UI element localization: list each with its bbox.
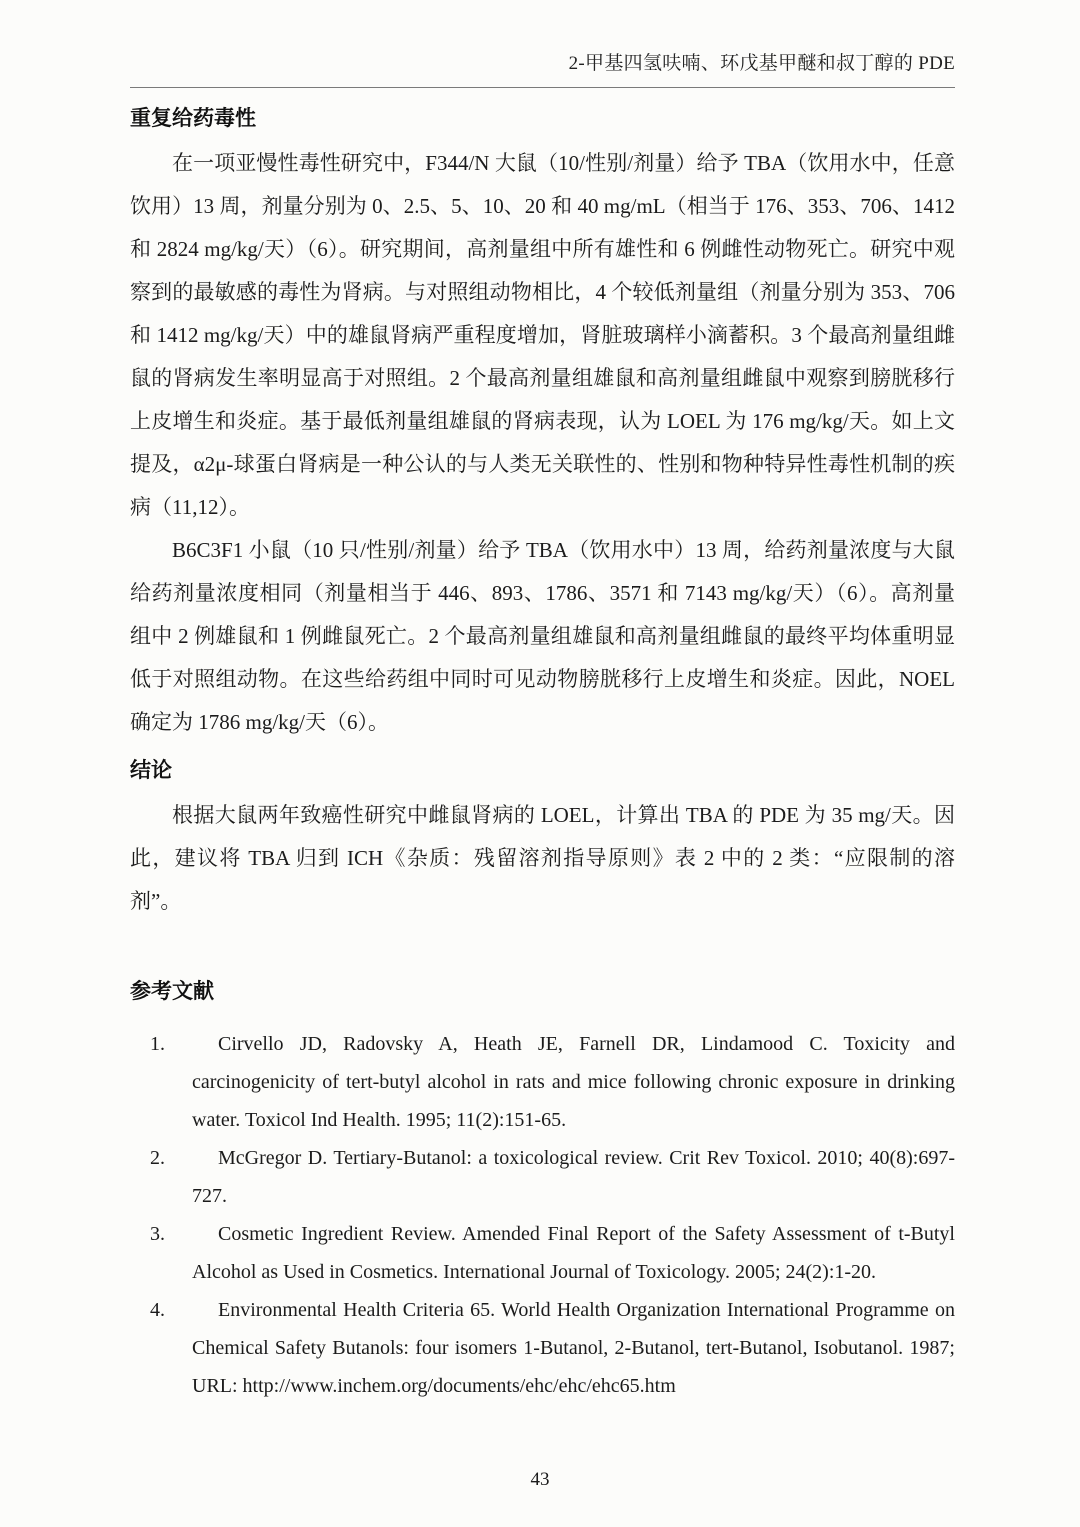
reference-item-1 [130,1025,955,1139]
reference-text-2: McGregor D. Tertiary-Butanol: a toxicological review. Crit Rev Toxicol. 2010; 40(8):697-727. [192,1147,955,1207]
reference-text-4: Environmental Health Criteria 65. World Health Organization International Programme on Chemical Safety Butanols: four isomers 1-Butanol, 2-Butanol, tert-Butanol, Isobutanol. 1987; URL: http://www.inchem.org/documents/ehc/ehc/ehc65.htm [192,1299,955,1397]
reference-item-2 [130,1139,955,1215]
section-heading-references: 参考文献 [130,979,214,1003]
reference-text-1: Cirvello JD, Radovsky A, Heath JE, Farnell DR, Lindamood C. Toxicity and carcinogenicity of tert-butyl alcohol in rats and mice following chronic exposure in drinking water. Toxicol Ind Health. 1995; 11(2):151-65. [192,1033,955,1131]
paragraph-mouse-study: B6C3F1 小鼠（10 只/性别/剂量）给予 TBA（饮用水中）13 周，给药剂量浓度与大鼠给药剂量浓度相同（剂量相当于 446、893、1786、3571 和 7143 mg/kg/天）（6）。高剂量组中 2 例雄鼠和 1 例雌鼠死亡。2 个最高剂量组雄鼠和高剂量组雌鼠的最终平均体重明显低于对照组动物。在这些给药组中同时可见动物膀胱移行上皮增生和炎症。因此，NOEL 确定为 1786 mg/kg/天（6）。 [130,538,955,734]
reference-item-4 [130,1291,955,1405]
reference-list [130,1025,955,1405]
reference-number-4: 4. [150,1299,165,1321]
page-header [130,50,955,88]
paragraph-conclusion: 根据大鼠两年致癌性研究中雌鼠肾病的 LOEL，计算出 TBA 的 PDE 为 35 mg/天。因此，建议将 TBA 归到 ICH《杂质：残留溶剂指导原则》表 2 中的 2 类：“应限制的溶剂”。 [130,803,955,913]
page-body [130,102,955,1405]
reference-number-2: 2. [150,1147,165,1169]
page-footer [0,1469,1080,1491]
reference-number-3: 3. [150,1223,165,1245]
paragraph-rat-study: 在一项亚慢性毒性研究中，F344/N 大鼠（10/性别/剂量）给予 TBA（饮用水中，任意饮用）13 周，剂量分别为 0、2.5、5、10、20 和 40 mg/mL（相当于 176、353、706、1412 和 2824 mg/kg/天）（6）。研究期间，高剂量组中所有雄性和 6 例雌性动物死亡。研究中观察到的最敏感的毒性为肾病。与对照组动物相比，4 个较低剂量组（剂量分别为 353、706 和 1412 mg/kg/天）中的雄鼠肾病严重程度增加，肾脏玻璃样小滴蓄积。3 个最高剂量组雌鼠的肾病发生率明显高于对照组。2 个最高剂量组雄鼠和高剂量组雌鼠中观察到膀胱移行上皮增生和炎症。基于最低剂量组雄鼠的肾病表现，认为 LOEL 为 176 mg/kg/天。如上文提及，α2μ-球蛋白肾病是一种公认的与人类无关联性的、性别和物种特异性毒性机制的疾病（11,12）。 [130,151,955,519]
reference-item-3 [130,1215,955,1291]
section-heading-conclusion: 结论 [130,758,172,782]
reference-text-3: Cosmetic Ingredient Review. Amended Final Report of the Safety Assessment of t-Butyl Alcohol as Used in Cosmetics. International Journal of Toxicology. 2005; 24(2):1-20. [192,1223,955,1283]
running-head-title: 2-甲基四氢呋喃、环戊基甲醚和叔丁醇的 PDE [130,50,955,88]
section-heading-repeated-dose-toxicity: 重复给药毒性 [130,106,256,130]
page-number: 43 [530,1469,550,1490]
reference-number-1: 1. [150,1033,165,1055]
